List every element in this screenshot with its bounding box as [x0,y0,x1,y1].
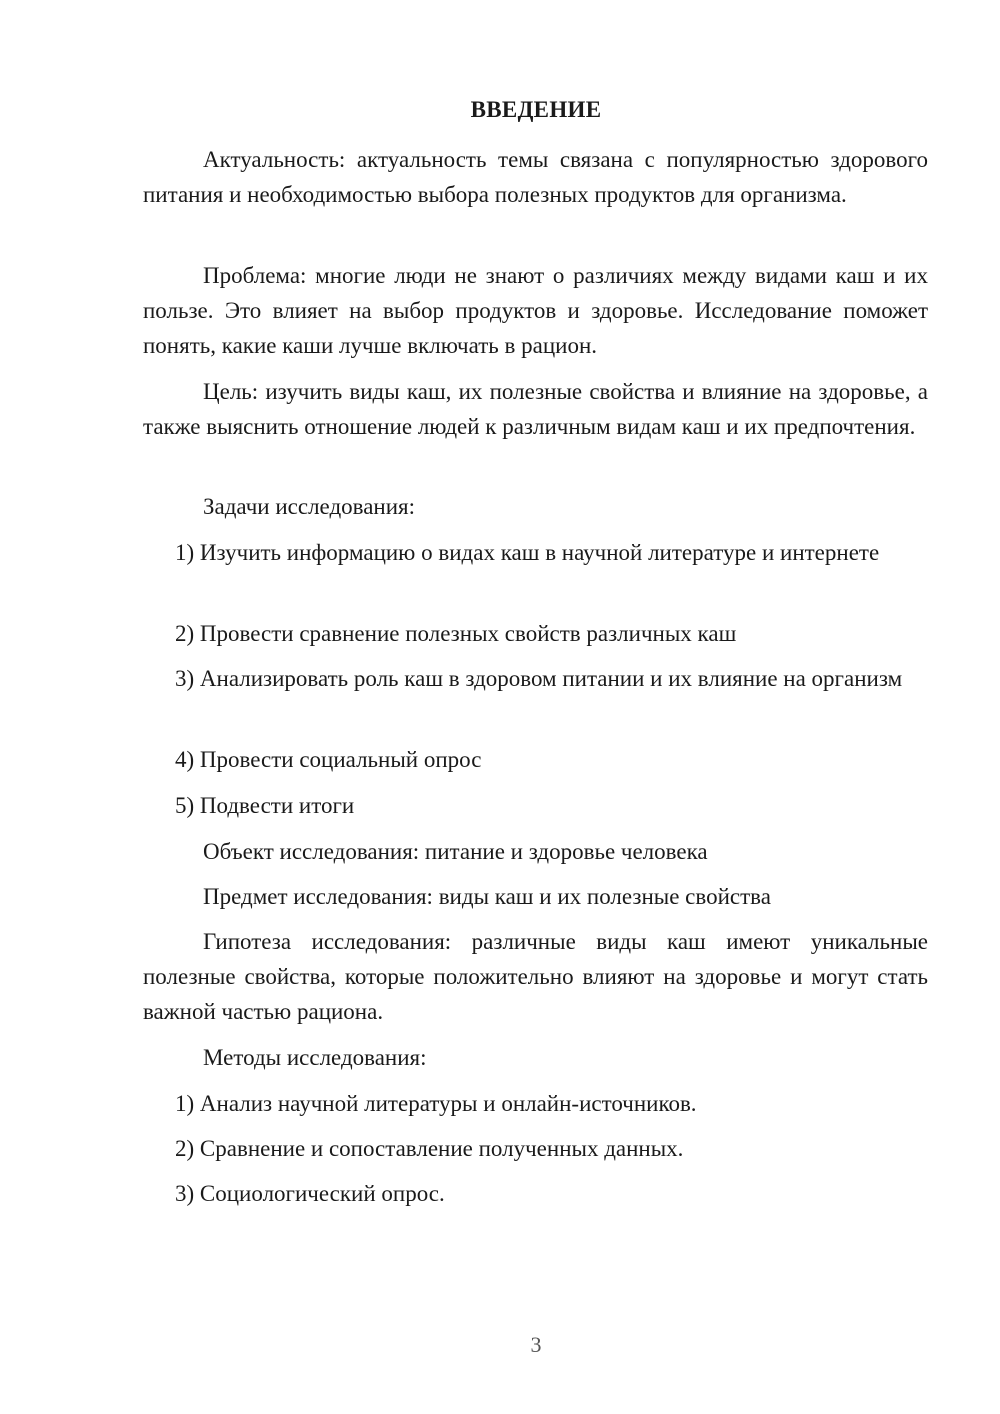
task-item: 5) Подвести итоги [175,793,355,818]
research-object: Объект исследования: питание и здоровье человека [203,839,708,864]
method-item: 3) Социологический опрос. [175,1181,445,1206]
tasks-heading: Задачи исследования: [203,494,416,519]
goal-paragraph: Цель: изучить виды каш, их полезные свойства и влияние на здоровье, а также выяснить отношение людей к различным видам каш и их предпочтения. [143,379,928,439]
relevance-paragraph: Актуальность: актуальность темы связана с популярностью здорового питания и необходимостью выбора полезных продуктов для организма. [143,147,928,207]
research-hypothesis: Гипотеза исследования: различные виды каш имеют уникальные полезные свойства, которые положительно влияют на здоровье и могут стать важной частью рациона. [143,929,928,1024]
task-item: 3) Анализировать роль каш в здоровом питании и их влияние на организм [175,666,903,691]
task-item: 2) Провести сравнение полезных свойств различных каш [175,621,737,646]
page-number: 3 [530,1332,542,1357]
method-item: 1) Анализ научной литературы и онлайн-источников. [175,1091,697,1116]
section-heading: ВВЕДЕНИЕ [470,97,602,122]
research-subject: Предмет исследования: виды каш и их полезные свойства [203,884,771,909]
task-item: 1) Изучить информацию о видах каш в научной литературе и интернете [175,540,880,565]
problem-paragraph: Проблема: многие люди не знают о различиях между видами каш и их пользе. Это влияет на выбор продуктов и здоровье. Исследование поможет понять, какие каши лучше включать в рацион. [143,263,928,358]
task-item: 4) Провести социальный опрос [175,747,482,772]
method-item: 2) Сравнение и сопоставление полученных данных. [175,1136,684,1161]
methods-heading: Методы исследования: [203,1045,427,1070]
